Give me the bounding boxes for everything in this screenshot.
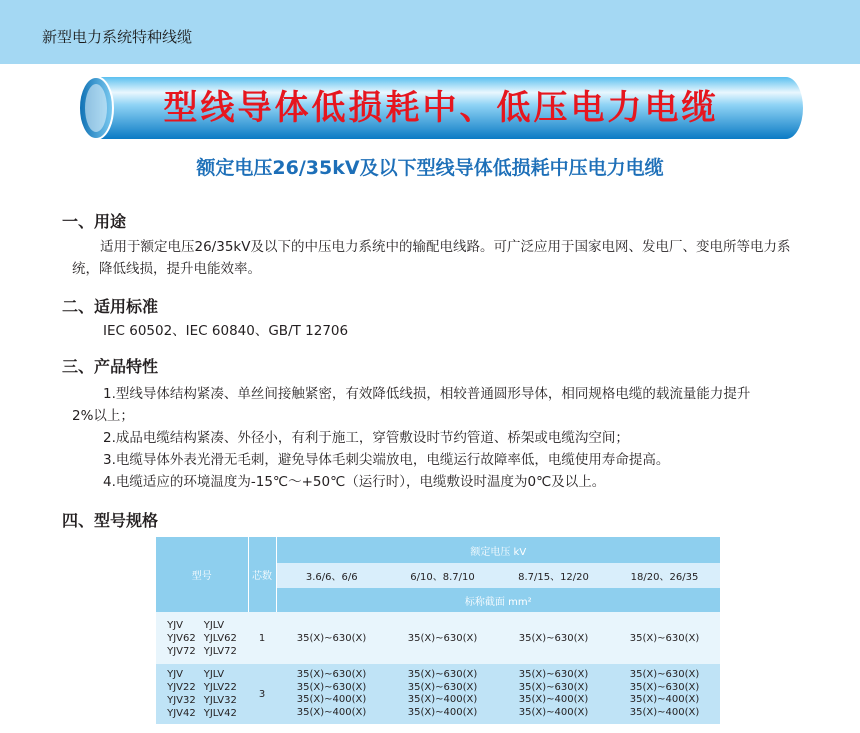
section-value: 35(X)~400(X) [518, 694, 589, 705]
header-cores: 芯数 [248, 537, 276, 612]
voltage-2: 6/10、8.7/10 [387, 563, 498, 588]
voltage-3: 8.7/15、12/20 [498, 563, 609, 588]
spec-table [156, 537, 720, 724]
model-name: YJV [167, 669, 184, 680]
section-value: 35(X)~630(X) [296, 681, 367, 693]
voltage-1: 3.6/6、6/6 [276, 563, 387, 588]
section-cell: 35(X)~630(X) [498, 612, 609, 664]
brand-label: 新型电力系统特种线缆 [42, 28, 193, 46]
section-value: 35(X)~400(X) [629, 706, 700, 718]
cores-cell: 3 [248, 664, 276, 724]
section-value: 35(X)~400(X) [296, 694, 367, 705]
section-heading-use: 一、用途 [62, 212, 127, 231]
section-cell [609, 664, 720, 724]
model-name: YJLV [203, 619, 225, 631]
feature-item-2: 2.成品电缆结构紧凑、外径小，有利于施工，穿管敷设时节约管道、桥架或电缆沟空间； [103, 430, 629, 446]
section-heading-standards: 二、适用标准 [62, 297, 159, 316]
header-section: 标称截面 mm² [276, 588, 720, 612]
title-banner [78, 76, 804, 140]
use-text-line-2: 统，降低线损，提升电能效率。 [72, 261, 261, 277]
model-name: YJLV [203, 669, 225, 680]
section-value: 35(X)~630(X) [296, 669, 367, 680]
section-value: 35(X)~400(X) [407, 694, 478, 705]
feature-item-1: 1.型线导体结构紧凑、单丝间接触紧密，有效降低线损，相较普通圆形导体，相同规格电缆的载流量能力提升 [103, 386, 751, 402]
cores-cell: 1 [248, 612, 276, 664]
section-value: 35(X)~630(X) [629, 669, 700, 680]
section-value: 35(X)~400(X) [407, 706, 478, 718]
table-row [156, 612, 720, 664]
section-value: 35(X)~630(X) [629, 681, 700, 693]
section-cell: 35(X)~630(X) [387, 612, 498, 664]
feature-item-4: 4.电缆适应的环境温度为-15℃～+50℃（运行时），电缆敷设时温度为0℃及以上。 [103, 474, 606, 490]
section-cell: 35(X)~630(X) [609, 612, 720, 664]
header-voltage: 额定电压 kV [276, 537, 720, 563]
model-cell [156, 612, 248, 664]
table-row [156, 664, 720, 724]
model-name: YJLV22 [203, 682, 237, 693]
header-bar [0, 0, 860, 64]
section-value: 35(X)~630(X) [518, 681, 589, 693]
use-text-line-1: 适用于额定电压26/35kV及以下的中压电力系统中的输配电线路。可广泛应用于国家电网、发电厂、变电所等电力系 [100, 239, 791, 255]
section-value: 35(X)~400(X) [518, 706, 589, 718]
voltage-4: 18/20、26/35 [609, 563, 720, 588]
section-value: 35(X)~630(X) [407, 669, 478, 680]
section-value: 35(X)~630(X) [518, 669, 589, 680]
feature-item-1-cont: 2%以上； [72, 408, 134, 424]
model-cell [156, 664, 248, 724]
model-name: YJV32 [167, 695, 196, 706]
section-heading-models: 四、型号规格 [62, 511, 159, 530]
section-cell: 35(X)~630(X) [276, 612, 387, 664]
banner-title: 型线导体低损耗中、低压电力电缆 [163, 88, 719, 128]
section-value: 35(X)~630(X) [407, 681, 478, 693]
model-name: YJLV62 [203, 632, 237, 644]
model-name: YJV72 [167, 645, 196, 657]
page-subtitle: 额定电压26/35kV及以下型线导体低损耗中压电力电缆 [196, 157, 664, 179]
feature-item-3: 3.电缆导体外表光滑无毛刺，避免导体毛刺尖端放电，电缆运行故障率低，电缆使用寿命提高。 [103, 452, 670, 468]
section-value: 35(X)~400(X) [629, 694, 700, 705]
section-cell [498, 664, 609, 724]
section-cell [276, 664, 387, 724]
model-name: YJLV72 [203, 645, 237, 657]
model-name: YJLV32 [203, 695, 237, 706]
model-name: YJV62 [167, 632, 196, 644]
section-heading-features: 三、产品特性 [62, 357, 159, 376]
model-name: YJV [167, 619, 184, 631]
model-name: YJV42 [167, 708, 196, 719]
model-name: YJV22 [167, 682, 196, 693]
header-model: 型号 [156, 537, 248, 612]
section-value: 35(X)~400(X) [296, 706, 367, 718]
section-cell [387, 664, 498, 724]
standards-text: IEC 60502、IEC 60840、GB/T 12706 [103, 323, 349, 339]
model-name: YJLV42 [203, 708, 237, 719]
